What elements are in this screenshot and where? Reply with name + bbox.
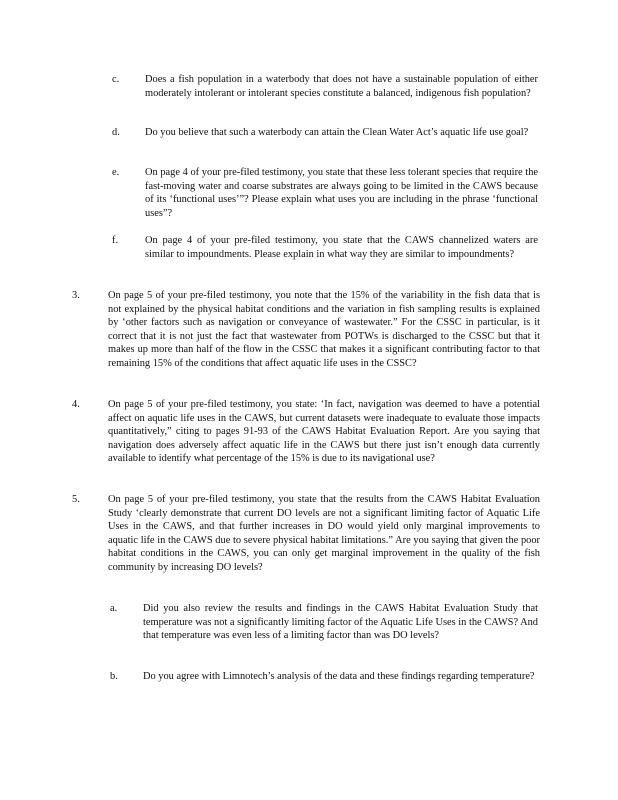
item-label: e. (112, 167, 120, 178)
item-text: Did you also review the results and findings in the CAWS Habitat Evaluation Study that temperature was not a significantly limiting factor of the Aquatic Life Uses in the CAWS? And that temperature was even less of a limiting factor than was DO levels? (143, 603, 538, 642)
item-label: a. (110, 603, 118, 614)
item-label: 5. (72, 494, 80, 505)
item-label: 4. (72, 399, 80, 410)
item-text: On page 4 of your pre-filed testimony, you state that the CAWS channelized waters are similar to impoundments. Please explain in what way they are similar to impoundments? (145, 235, 538, 260)
item-text: On page 5 of your pre-filed testimony, you state: ‘In fact, navigation was deemed to have a potential affect on aquatic life uses in the CAWS, but current datasets were inadequate to evaluate those impacts quantitatively,” citing to pages 91-93 of the CAWS Habitat Evaluation Report. Are you saying that navigation does adversely affect aquatic life in the CAWS but there just isn’t enough data currently available to identify what percentage of the 15% is due to its navigational use? (108, 399, 540, 465)
item-text: Do you believe that such a waterbody can attain the Clean Water Act’s aquatic life use goal? (145, 127, 529, 138)
item-text: On page 5 of your pre-filed testimony, you state that the results from the CAWS Habitat Evaluation Study ‘clearly demonstrate that current DO levels are not a significant limiting factor of Aquatic Life Uses in the CAWS, and that further increases in DO would yield only marginal improvements to aquatic life in the CAWS due to severe physical habitat limitations.” Are you saying that given the poor habitat conditions in the CAWS, you can only get marginal improvement in the quality of the fish community by increasing DO levels? (108, 494, 540, 573)
item-label: c. (112, 74, 120, 85)
item-text: Does a fish population in a waterbody that does not have a sustainable population of either moderately intolerant or intolerant species constitute a balanced, indigenous fish population? (145, 74, 538, 99)
item-label: f. (112, 235, 119, 246)
item-label: 3. (72, 290, 80, 301)
item-text: On page 5 of your pre-filed testimony, you note that the 15% of the variability in the fish data that is not explained by the physical habitat conditions and the variation in fish sampling results is explained by ‘other factors such as navigation or conveyance of wastewater.” For the CSSC in particular, is it correct that it is not just the fact that wastewater from POTWs is discharged to the CSSC but that it makes up more than half of the flow in the CSSC that makes it a significant contributing factor to that remaining 15% of the conditions that affect aquatic life uses in the CSSC? (108, 290, 540, 369)
item-text: Do you agree with Limnotech’s analysis of the data and these findings regarding temperature? (143, 671, 535, 682)
item-label: b. (110, 671, 118, 682)
item-text: On page 4 of your pre-filed testimony, you state that these less tolerant species that require the fast-moving water and coarse substrates are always going to be limited in the CAWS because of its ‘functional uses’”? Please explain what uses you are including in the phrase ‘functional uses”? (145, 167, 538, 219)
item-label: d. (112, 127, 120, 138)
